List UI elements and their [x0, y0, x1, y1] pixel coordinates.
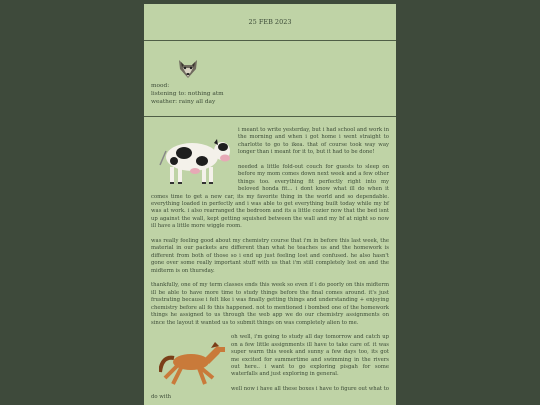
cow-icon	[156, 127, 234, 187]
mood-line: mood:	[151, 83, 170, 89]
status-lines	[151, 82, 224, 106]
horse-icon	[159, 338, 227, 388]
wolf-icon	[177, 59, 199, 79]
entry-date: 25 FEB 2023	[144, 4, 396, 41]
listening-line: listening to: nothing atm	[151, 91, 224, 97]
entry-paragraph: needed a little fold-out couch for guests to sleep on before my mom comes down next week and a few other things too. everything fit perfectly right into my beloved honda fit... i dont know what ill do when it comes time to get a new car, its my favorite thing in the world and so dependable. everything loaded in perfectly and i was able to get everything built today while my bf was at work. i also rearranged the bedroom and its a little cozier now that the bed isnt up against the wall, kept getting squished between the wall and my bf at night so now ill have a little more wiggle room.	[151, 164, 389, 230]
entry-paragraph: i meant to write yesterday, but i had school and work in the morning and when i got home i went straight to charlotte to go to ikea. that of course took way way longer than i meant for it to, but it had to be done!	[238, 127, 389, 156]
entry-paragraph: thankfully, one of my term classes ends this week so even if i do poorly on this midterm ill be able to have more time to study things before the final comes around. it's just frustrating because i felt like i was finally getting things and understanding + enjoying chemistry before all fo this happened. not to mentioned i bombed one of the homework things he assigned to us through the web app we do our chemistry assignments on since the layout it wanted us to submit things on was completely alien to me.	[151, 282, 389, 326]
entry-paragraph: well now i have all these boxes i have to figure out what to do with	[151, 386, 389, 400]
entry-paragraph: oh well, i'm going to study all day tomorrow and catch up on a few little assignments ill have to take care of. it was super warm this week and sunny a few days too, its got me excited for summertime and swimming in the rivers out here.. i want to go exploring pisgah for some waterfalls and just exploring in general.	[231, 334, 389, 378]
weather-line: weather: rainy all day	[151, 99, 216, 105]
entry-paragraph: was really feeling good about my chemistry course that i'm in before this last week, the material in our packets are different than what he teaches us and the homework is different from both of those so i end up just feeling lost and confused. he also hasn't gone over some really important stuff with us that i'm still completely lost on and the midterm is on thursday.	[151, 238, 389, 274]
entry-body	[144, 117, 396, 401]
journal-page	[144, 4, 396, 405]
status-block	[144, 41, 396, 117]
